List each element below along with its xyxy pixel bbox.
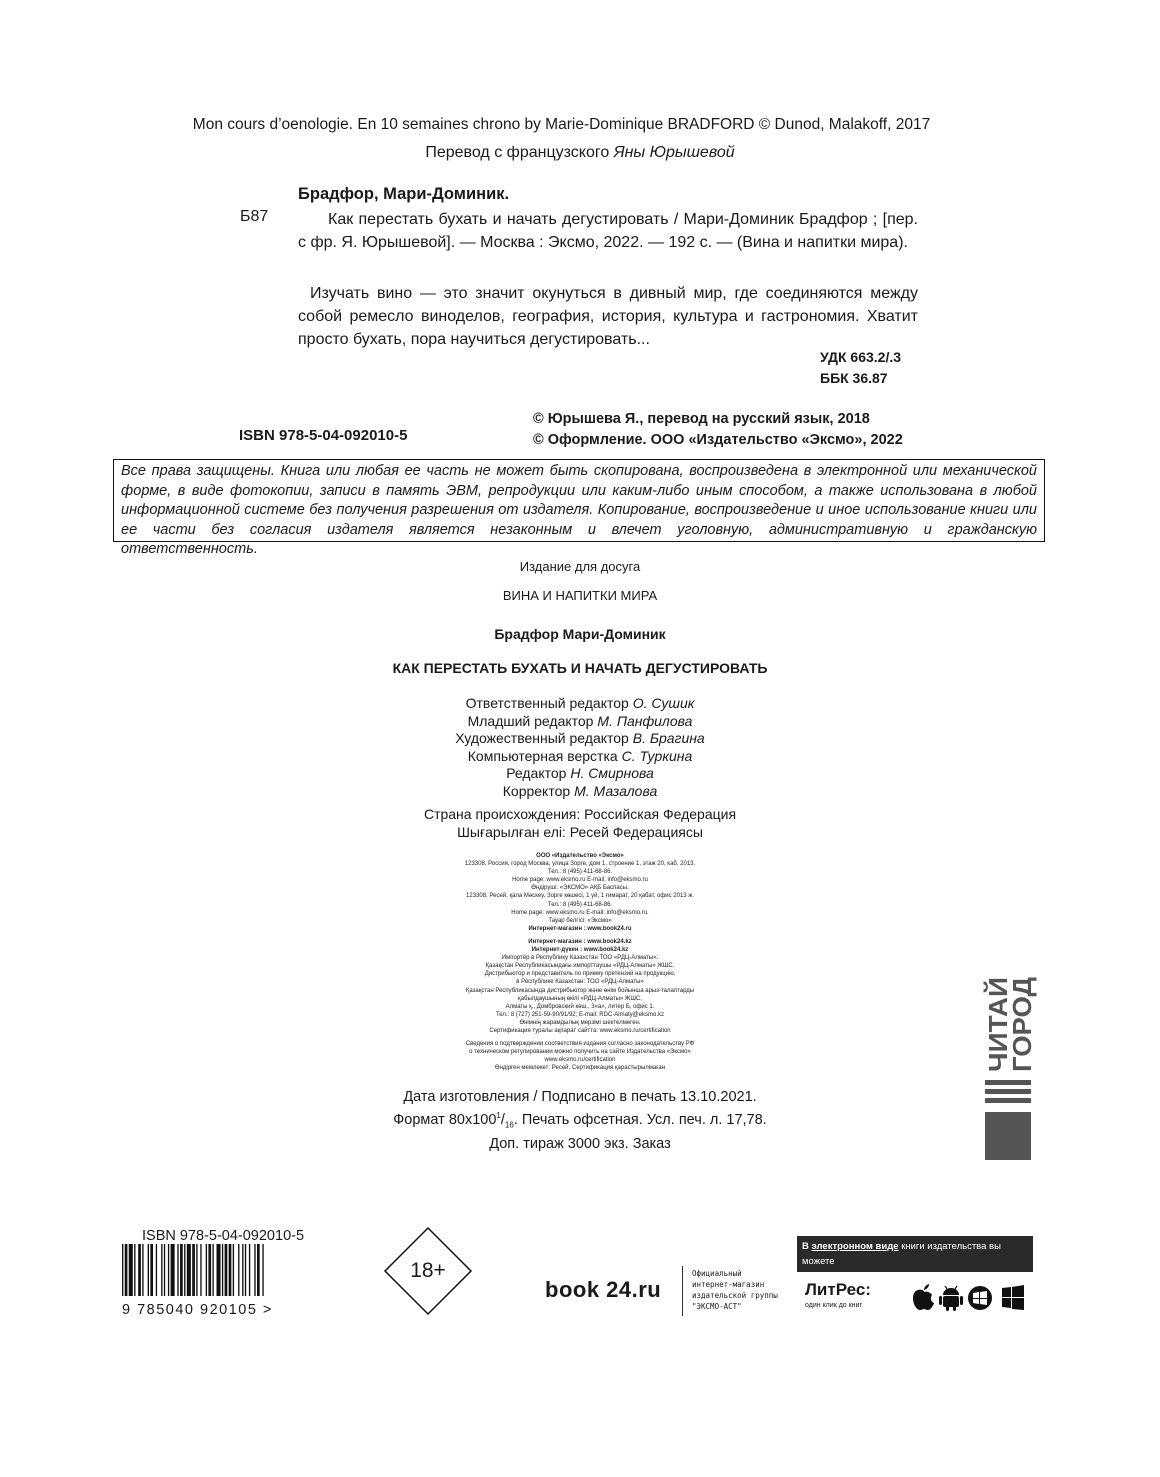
imprint-line: Қазақстан Республикасындағы импорттаушы «РДЦ-Алматы» ЖШС.	[485, 963, 675, 970]
imprint-line: Өндірген мемлекет: Ресей. Сертификация қарастырылмаған	[494, 1065, 666, 1072]
barcode-bar	[134, 1244, 135, 1296]
imprint-line: Қазақстан Республикасында дистрибьютор және өнім бойынша арыз-талаптарды	[465, 987, 695, 994]
imprint-line: 123308, Россия, город Москва, улица Зорге, дом 1, строение 1, этаж 20, каб. 2013.	[464, 861, 696, 868]
platform-icons	[910, 1283, 1030, 1311]
origin-kz: Шығарылған елі: Ресей Федерациясы	[457, 823, 703, 840]
classification-codes	[820, 347, 901, 389]
barcode-bar	[238, 1244, 239, 1296]
barcode-bar	[177, 1244, 178, 1296]
barcode-bar	[184, 1244, 185, 1296]
staff-row: Младший редактор М. Панфилова	[467, 712, 693, 729]
barcode-bar	[171, 1244, 175, 1296]
barcode-image	[122, 1244, 332, 1296]
barcode-bar	[254, 1244, 255, 1296]
print-date: Дата изготовления / Подписано в печать 13.10.2021.	[403, 1089, 757, 1105]
chitai-gorod-line1: ЧИТАЙ	[983, 983, 1013, 1072]
bbk-index: ББК 36.87	[820, 370, 888, 386]
barcode-bar	[192, 1244, 195, 1296]
barcode-bar	[168, 1244, 169, 1296]
litres-link[interactable]: электронном виде	[811, 1241, 899, 1252]
barcode-isbn: ISBN 978-5-04-092010-5	[142, 1228, 305, 1244]
staff-list	[0, 695, 1160, 800]
edition-author: Брадфор Мари-Доминик	[494, 626, 666, 642]
windows-phone-icon	[968, 1286, 992, 1310]
android-icon	[939, 1286, 963, 1311]
imprint-line: Сведения о подтверждении соответствия издания согласно законодательству РФ	[465, 1041, 695, 1048]
barcode-bar	[262, 1244, 263, 1296]
barcode-bar	[164, 1244, 165, 1296]
bibliographic-record: Как перестать бухать и начать дегустировать / Мари-Доминик Брадфор ; [пер. с фр. Я. Юрышевой]. — Москва : Эксмо, 2022. — 192 с. — (Вина и напитки мира).	[298, 211, 918, 251]
barcode-bar	[229, 1244, 232, 1296]
staff-row: Ответственный редактор О. Сушик	[465, 695, 695, 711]
annotation: Изучать вино — это значит окунуться в дивный мир, где соединяются между собой ремесло виноделов, география, история, культура и гастрономия. Хватит просто бухать, пора научиться дегустировать...	[298, 285, 918, 348]
barcode-bar	[206, 1244, 207, 1296]
barcode-bar	[249, 1244, 250, 1296]
copyright-design: © Оформление. ООО «Издательство «Эксмо», 2022	[533, 432, 903, 448]
barcode-bar	[161, 1244, 162, 1296]
barcode-bar	[138, 1244, 141, 1296]
print-format: Формат $80х100^1/_{16}$. Печать офсетная. Усл. печ. л. 17,78.	[393, 1110, 767, 1130]
barcode-bar	[196, 1244, 197, 1296]
imprint-line: Өндіруші: «ЭКСМО» АҚБ Баспасы,	[531, 885, 629, 892]
barcode-bar	[156, 1244, 157, 1296]
imprint-line: Home page: www.eksmo.ru E-mail: info@eksmo.ru	[512, 877, 648, 884]
barcode-bar	[217, 1244, 221, 1296]
translator-name: Яны Юрышевой	[613, 144, 735, 161]
imprint-line: Интернет-магазин : www.book24.kz	[528, 938, 632, 945]
barcode-bar	[125, 1244, 128, 1296]
barcode-bar	[225, 1244, 228, 1296]
barcode-bar	[180, 1244, 183, 1296]
imprint-line: Импортёр в Республику Казахстан ТОО «РДЦ-Алматы».	[501, 955, 659, 962]
translation-prefix: Перевод с французского	[425, 144, 610, 161]
barcode-digits: 9 785040 920105 >	[122, 1302, 273, 1318]
edition-type: Издание для досуга	[519, 559, 641, 574]
imprint-line: Home page: www.eksmo.ru E-mail: info@eksmo.ru.	[511, 909, 649, 916]
imprint-line: о техническом регулировании можно получить на сайте Издательства «Эксмо»	[469, 1049, 691, 1056]
copyright-translation: © Юрышева Я., перевод на русский язык, 2018	[533, 411, 870, 427]
staff-row: Корректор М. Мазалова	[502, 782, 658, 799]
barcode-bar	[245, 1244, 246, 1296]
catalog-code: Б87	[240, 208, 269, 225]
imprint-line: Интернет-магазин : www.book24.ru	[528, 925, 632, 932]
imprint-line: www.eksmo.ru/certification	[544, 1057, 616, 1064]
imprint-line: в Республике Казахстан: ТОО «РДЦ-Алматы»	[516, 979, 644, 986]
litres-slogan: один клик до книг	[805, 1302, 863, 1309]
imprint-line: ООО «Издательство «Эксмо»	[536, 853, 624, 859]
isbn-label: ISBN 978-5-04-092010-5	[239, 427, 408, 444]
imprint-line: Алматы қ., Домбровский көш., 3«а», литер Б, офис 1.	[505, 1003, 655, 1010]
origin-ru: Страна происхождения: Российская Федерация	[423, 806, 737, 822]
litres-url[interactable]: www.litres.ru	[846, 1271, 906, 1282]
origin-block	[0, 806, 1160, 841]
edition-title: КАК ПЕРЕСТАТЬ БУХАТЬ И НАЧАТЬ ДЕГУСТИРОВАТЬ	[392, 660, 768, 676]
book24-divider	[682, 1266, 683, 1316]
barcode-block	[122, 1228, 332, 1318]
age-rating-text: 18+	[410, 1259, 446, 1282]
imprint-line: Тел.: 8 (495) 411-68-86.	[547, 901, 613, 908]
barcode-bar	[222, 1244, 223, 1296]
barcode-bar	[242, 1244, 243, 1296]
age-rating-badge	[383, 1226, 473, 1316]
barcode-bar	[257, 1244, 260, 1296]
barcode-bar	[122, 1244, 123, 1296]
chitai-gorod-line2: ГОРОД	[1007, 981, 1037, 1072]
imprint-line: Сертификация туралы ақпарат сайтта: www.eksmo.ru/certification	[489, 1027, 671, 1034]
barcode-bar	[200, 1244, 201, 1296]
windows-icon	[1002, 1285, 1024, 1310]
imprint-line: Дистрибьютор и представитель по приему претензий на продукцию,	[484, 971, 676, 978]
imprint-line: Интернет-дүкен : www.book24.kz	[531, 947, 629, 954]
copyright-block	[533, 409, 903, 451]
imprint-line: қабылдаушының өкілі «РДЦ-Алматы» ЖШС,	[518, 995, 642, 1002]
imprint-line: 123308, Ресей, қала Мәскеу, Зорге көшесі, 1 үй, 1 ғимарат, 20 қабат, офис 2013 ж.	[466, 893, 694, 900]
imprint-line: Тел.: 8 (727) 251-59-90/91/92; E-mail: RDC-Almaty@eksmo.kz	[495, 1011, 665, 1018]
imprint-line: Өнімнің жарамдылық мерзімі шектелмеген.	[519, 1019, 641, 1026]
imprint-line: Тел.: 8 (495) 411-68-86.	[547, 869, 613, 876]
book24-logo: book 24.ru	[545, 1277, 662, 1302]
staff-row: Компьютерная верстка С. Туркина	[467, 747, 693, 764]
litres-banner: В электронном виде книги издательства вы можете купить на www.litres.ru	[797, 1236, 1033, 1272]
chitai-gorod-logo	[983, 972, 1037, 1160]
barcode-bar	[142, 1244, 143, 1296]
apple-icon	[913, 1284, 934, 1310]
rights-notice-box: Все права защищены. Книга или любая ее часть не может быть скопирована, воспроизведена в электронной или механической форме, в виде фотокопии, записи в память ЭВМ, репродукции или каким-либо иным способом, а также использована в любой информационной системе без получения разрешения от издателя. Копирование, воспроизведение и иное использование книги или ее части без согласия издателя является незаконным и влечет уголовную, административную и гражданскую ответственность.	[113, 459, 1045, 542]
staff-row: Художественный редактор В. Брагина	[455, 730, 705, 746]
barcode-bar	[150, 1244, 153, 1296]
original-title-line: Mon cours d’oenologie. En 10 semaines chrono by Marie-Dominique BRADFORD © Dunod, Malakoff, 2017	[192, 116, 931, 133]
udk-code: УДК 663.2/.3	[820, 349, 902, 365]
translation-line	[0, 144, 1160, 162]
print-run: Доп. тираж 3000 экз. Заказ	[489, 1135, 671, 1152]
catalog-author-heading: Брадфор, Мари-Доминик.	[298, 185, 510, 203]
series-name: ВИНА И НАПИТКИ МИРА	[502, 588, 658, 603]
barcode-bar	[129, 1244, 133, 1296]
barcode-bar	[148, 1244, 149, 1296]
staff-row: Редактор Н. Смирнова	[506, 765, 654, 781]
litres-logo: ЛитРес:	[805, 1280, 871, 1299]
imprint-line: Тауар белгісі: «Эксмо»	[548, 917, 612, 924]
barcode-bar	[233, 1244, 234, 1296]
barcode-bar	[212, 1244, 213, 1296]
book24-note: Официальный интернет-магазин издательской группы "ЭКСМО-АСТ"	[692, 1269, 778, 1311]
barcode-bar	[208, 1244, 211, 1296]
barcode-bar	[187, 1244, 191, 1296]
